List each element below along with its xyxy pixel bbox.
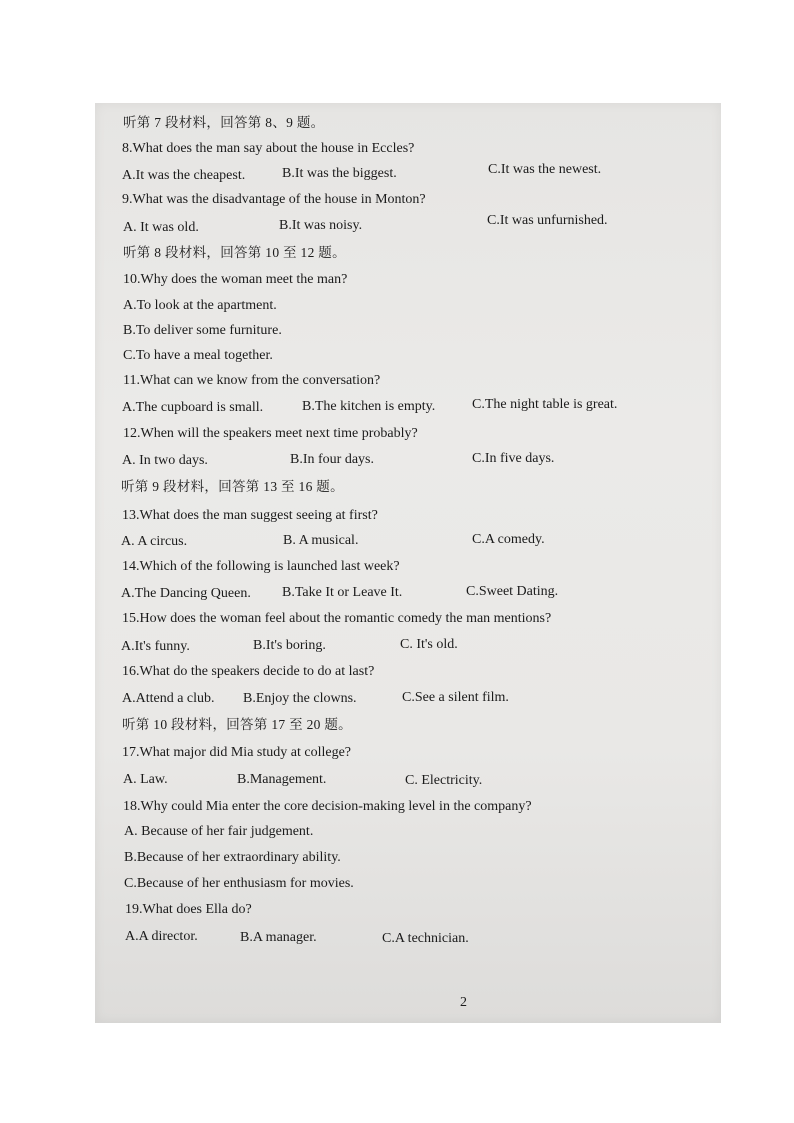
section-9-instruction: 听第 9 段材料，回答第 13 至 16 题。 [121,479,344,494]
option-12c: C.In five days. [472,451,555,466]
option-8c: C.It was the newest. [488,162,602,177]
question-13: 13.What does the man suggest seeing at first? [122,508,378,523]
option-10a: A.To look at the apartment. [123,298,277,313]
option-13b: B. A musical. [283,533,359,548]
question-8: 8.What does the man say about the house in Eccles? [122,141,415,156]
question-17: 17.What major did Mia study at college? [122,745,351,760]
option-12a: A. In two days. [122,453,208,468]
option-15b: B.It's boring. [253,638,326,653]
option-17a: A. Law. [123,772,168,787]
question-9: 9.What was the disadvantage of the house in Monton? [122,192,426,207]
question-15: 15.How does the woman feel about the romantic comedy the man mentions? [122,611,552,626]
option-18a: A. Because of her fair judgement. [124,824,314,839]
question-12: 12.When will the speakers meet next time probably? [123,426,418,441]
option-8b: B.It was the biggest. [282,166,397,181]
option-14a: A.The Dancing Queen. [121,586,251,601]
option-12b: B.In four days. [290,452,374,467]
option-11b: B.The kitchen is empty. [302,399,436,414]
option-16b: B.Enjoy the clowns. [243,691,357,706]
option-14b: B.Take It or Leave It. [282,585,403,600]
option-9c: C.It was unfurnished. [487,213,608,228]
option-13c: C.A comedy. [472,532,545,547]
option-15a: A.It's funny. [121,639,190,654]
option-16c: C.See a silent film. [402,690,509,705]
option-9b: B.It was noisy. [279,218,363,233]
question-10: 10.Why does the woman meet the man? [123,272,348,287]
option-18c: C.Because of her enthusiasm for movies. [124,876,354,891]
question-16: 16.What do the speakers decide to do at last? [122,664,375,679]
section-7-instruction: 听第 7 段材料，回答第 8、9 题。 [123,115,325,130]
option-17b: B.Management. [237,772,327,787]
option-18b: B.Because of her extraordinary ability. [124,850,341,865]
option-19c: C.A technician. [382,931,469,946]
section-10-instruction: 听第 10 段材料，回答第 17 至 20 题。 [122,717,352,732]
section-8-instruction: 听第 8 段材料，回答第 10 至 12 题。 [123,245,346,260]
option-13a: A. A circus. [121,534,188,549]
option-17c: C. Electricity. [405,773,483,788]
option-19b: B.A manager. [240,930,317,945]
option-9a: A. It was old. [123,220,199,235]
question-19: 19.What does Ella do? [125,902,252,917]
option-10c: C.To have a meal together. [123,348,273,363]
option-14c: C.Sweet Dating. [466,584,559,599]
question-18: 18.Why could Mia enter the core decision-making level in the company? [123,799,532,814]
option-10b: B.To deliver some furniture. [123,323,282,338]
option-11c: C.The night table is great. [472,397,618,412]
page-number: 2 [460,995,467,1010]
option-16a: A.Attend a club. [122,691,215,706]
option-15c: C. It's old. [400,637,458,652]
question-14: 14.Which of the following is launched last week? [122,559,400,574]
question-11: 11.What can we know from the conversation? [123,373,381,388]
option-19a: A.A director. [125,929,198,944]
option-8a: A.It was the cheapest. [122,168,246,183]
option-11a: A.The cupboard is small. [122,400,264,415]
